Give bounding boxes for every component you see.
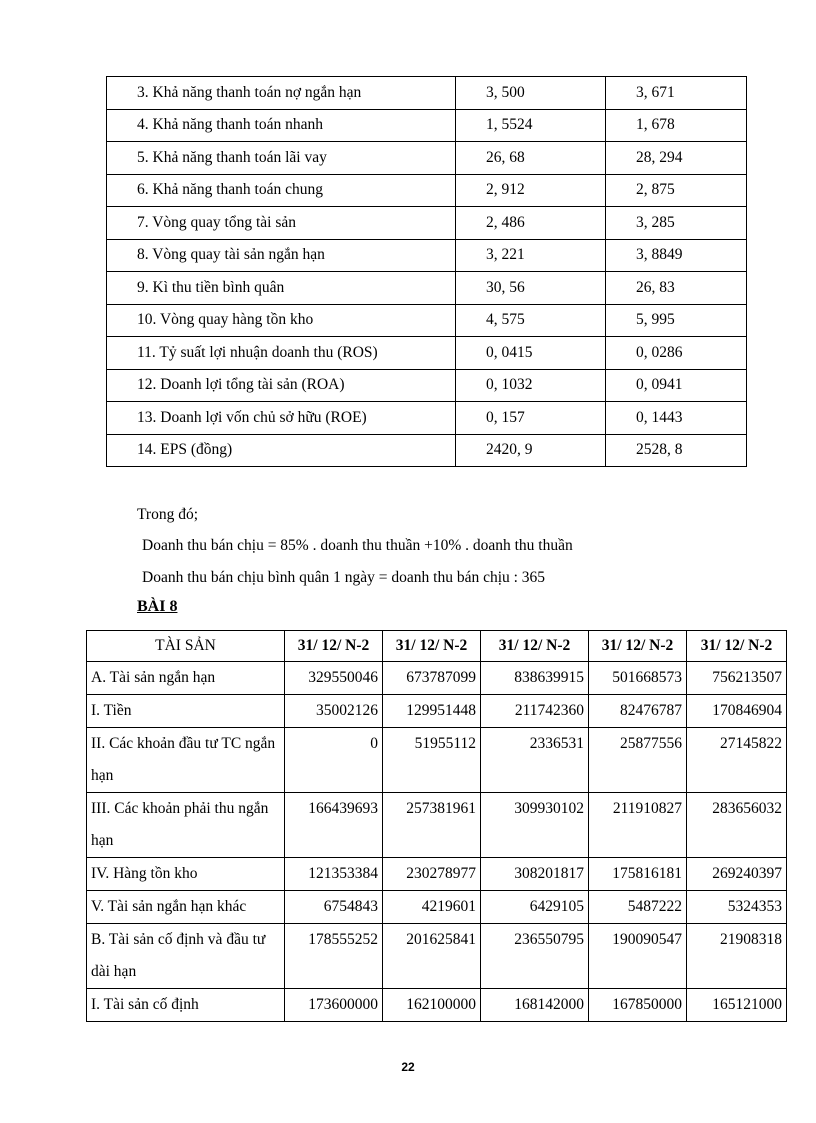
asset-value: 121353384 (285, 858, 383, 891)
asset-value: 329550046 (285, 662, 383, 695)
table-row (107, 239, 747, 272)
table-row (107, 434, 747, 467)
ratio-value: 0, 0415 (456, 337, 606, 370)
ratio-value: 4, 575 (456, 304, 606, 337)
note-line-1: Doanh thu bán chịu = 85% . doanh thu thuần +10% . doanh thu thuần (142, 537, 573, 554)
ratio-value: 0, 0941 (606, 369, 747, 402)
asset-value: 309930102 (481, 793, 589, 858)
asset-value: 162100000 (383, 989, 481, 1022)
table-row (107, 109, 747, 142)
ratio-label: 12. Doanh lợi tổng tài sản (ROA) (107, 369, 456, 402)
column-header-date: 31/ 12/ N-2 (687, 631, 787, 662)
asset-value: 190090547 (589, 924, 687, 989)
ratio-value: 2, 912 (456, 174, 606, 207)
note-intro: Trong đó; (137, 506, 199, 523)
asset-value: 166439693 (285, 793, 383, 858)
asset-value: 4219601 (383, 891, 481, 924)
ratio-value: 2, 486 (456, 207, 606, 240)
asset-value: 167850000 (589, 989, 687, 1022)
asset-value: 257381961 (383, 793, 481, 858)
ratio-value: 0, 0286 (606, 337, 747, 370)
asset-value: 501668573 (589, 662, 687, 695)
asset-value: 838639915 (481, 662, 589, 695)
asset-value: 6429105 (481, 891, 589, 924)
table-row (107, 174, 747, 207)
asset-value: 2336531 (481, 728, 589, 793)
ratio-value: 3, 8849 (606, 239, 747, 272)
ratio-label: 4. Khả năng thanh toán nhanh (107, 109, 456, 142)
ratio-label: 8. Vòng quay tài sản ngắn hạn (107, 239, 456, 272)
asset-value: 236550795 (481, 924, 589, 989)
asset-value: 211910827 (589, 793, 687, 858)
ratio-value: 28, 294 (606, 142, 747, 175)
table-row (107, 337, 747, 370)
ratio-value: 0, 157 (456, 402, 606, 435)
column-header-asset: TÀI SẢN (87, 631, 285, 662)
ratio-value: 26, 68 (456, 142, 606, 175)
asset-value: 230278977 (383, 858, 481, 891)
ratio-value: 26, 83 (606, 272, 747, 305)
table-row (87, 793, 787, 858)
asset-value: 129951448 (383, 695, 481, 728)
ratio-label: 10. Vòng quay hàng tồn kho (107, 304, 456, 337)
ratio-value: 3, 285 (606, 207, 747, 240)
asset-value: 201625841 (383, 924, 481, 989)
table-row (107, 272, 747, 305)
asset-label: I. Tài sản cố định (87, 989, 285, 1022)
table-row (87, 728, 787, 793)
asset-label: III. Các khoản phải thu ngắn hạn (87, 793, 285, 858)
asset-label: B. Tài sản cố định và đầu tư dài hạn (87, 924, 285, 989)
table-row (87, 924, 787, 989)
asset-value: 0 (285, 728, 383, 793)
ratio-value: 2420, 9 (456, 434, 606, 467)
asset-value: 178555252 (285, 924, 383, 989)
asset-value: 283656032 (687, 793, 787, 858)
asset-label: IV. Hàng tồn kho (87, 858, 285, 891)
ratio-value: 1, 678 (606, 109, 747, 142)
table-row (107, 369, 747, 402)
ratio-label: 5. Khả năng thanh toán lãi vay (107, 142, 456, 175)
table-row (107, 77, 747, 110)
ratio-label: 7. Vòng quay tổng tài sản (107, 207, 456, 240)
table-row (87, 891, 787, 924)
table-row (107, 142, 747, 175)
ratio-value: 0, 1443 (606, 402, 747, 435)
column-header-date: 31/ 12/ N-2 (285, 631, 383, 662)
ratio-table (106, 76, 747, 467)
asset-value: 211742360 (481, 695, 589, 728)
ratio-value: 0, 1032 (456, 369, 606, 402)
section-title: BÀI 8 (137, 598, 178, 615)
page-number: 22 (401, 1060, 415, 1074)
asset-label: II. Các khoản đầu tư TC ngắn hạn (87, 728, 285, 793)
column-header-date: 31/ 12/ N-2 (481, 631, 589, 662)
ratio-value: 1, 5524 (456, 109, 606, 142)
asset-value: 308201817 (481, 858, 589, 891)
table-row (87, 695, 787, 728)
table-row (87, 858, 787, 891)
asset-value: 5487222 (589, 891, 687, 924)
ratio-value: 2528, 8 (606, 434, 747, 467)
asset-value: 5324353 (687, 891, 787, 924)
asset-value: 756213507 (687, 662, 787, 695)
table-row (107, 207, 747, 240)
asset-value: 6754843 (285, 891, 383, 924)
asset-value: 82476787 (589, 695, 687, 728)
table-row (107, 304, 747, 337)
ratio-label: 11. Tỷ suất lợi nhuận doanh thu (ROS) (107, 337, 456, 370)
ratio-value: 5, 995 (606, 304, 747, 337)
table-row (107, 402, 747, 435)
table-header-row (87, 631, 787, 662)
asset-value: 173600000 (285, 989, 383, 1022)
asset-value: 25877556 (589, 728, 687, 793)
ratio-value: 2, 875 (606, 174, 747, 207)
asset-label: V. Tài sản ngắn hạn khác (87, 891, 285, 924)
ratio-label: 3. Khả năng thanh toán nợ ngắn hạn (107, 77, 456, 110)
ratio-value: 3, 671 (606, 77, 747, 110)
asset-value: 27145822 (687, 728, 787, 793)
ratio-label: 14. EPS (đồng) (107, 434, 456, 467)
asset-value: 21908318 (687, 924, 787, 989)
ratio-value: 30, 56 (456, 272, 606, 305)
asset-value: 51955112 (383, 728, 481, 793)
asset-value: 165121000 (687, 989, 787, 1022)
asset-label: I. Tiền (87, 695, 285, 728)
column-header-date: 31/ 12/ N-2 (589, 631, 687, 662)
asset-value: 673787099 (383, 662, 481, 695)
balance-sheet-table (86, 630, 787, 1022)
asset-value: 170846904 (687, 695, 787, 728)
table-row (87, 662, 787, 695)
ratio-label: 13. Doanh lợi vốn chủ sở hữu (ROE) (107, 402, 456, 435)
asset-value: 168142000 (481, 989, 589, 1022)
asset-label: A. Tài sản ngắn hạn (87, 662, 285, 695)
note-line-2: Doanh thu bán chịu bình quân 1 ngày = doanh thu bán chịu : 365 (142, 569, 546, 586)
ratio-value: 3, 500 (456, 77, 606, 110)
asset-value: 175816181 (589, 858, 687, 891)
column-header-date: 31/ 12/ N-2 (383, 631, 481, 662)
ratio-value: 3, 221 (456, 239, 606, 272)
asset-value: 269240397 (687, 858, 787, 891)
ratio-label: 9. Kì thu tiền bình quân (107, 272, 456, 305)
ratio-label: 6. Khả năng thanh toán chung (107, 174, 456, 207)
table-row (87, 989, 787, 1022)
asset-value: 35002126 (285, 695, 383, 728)
